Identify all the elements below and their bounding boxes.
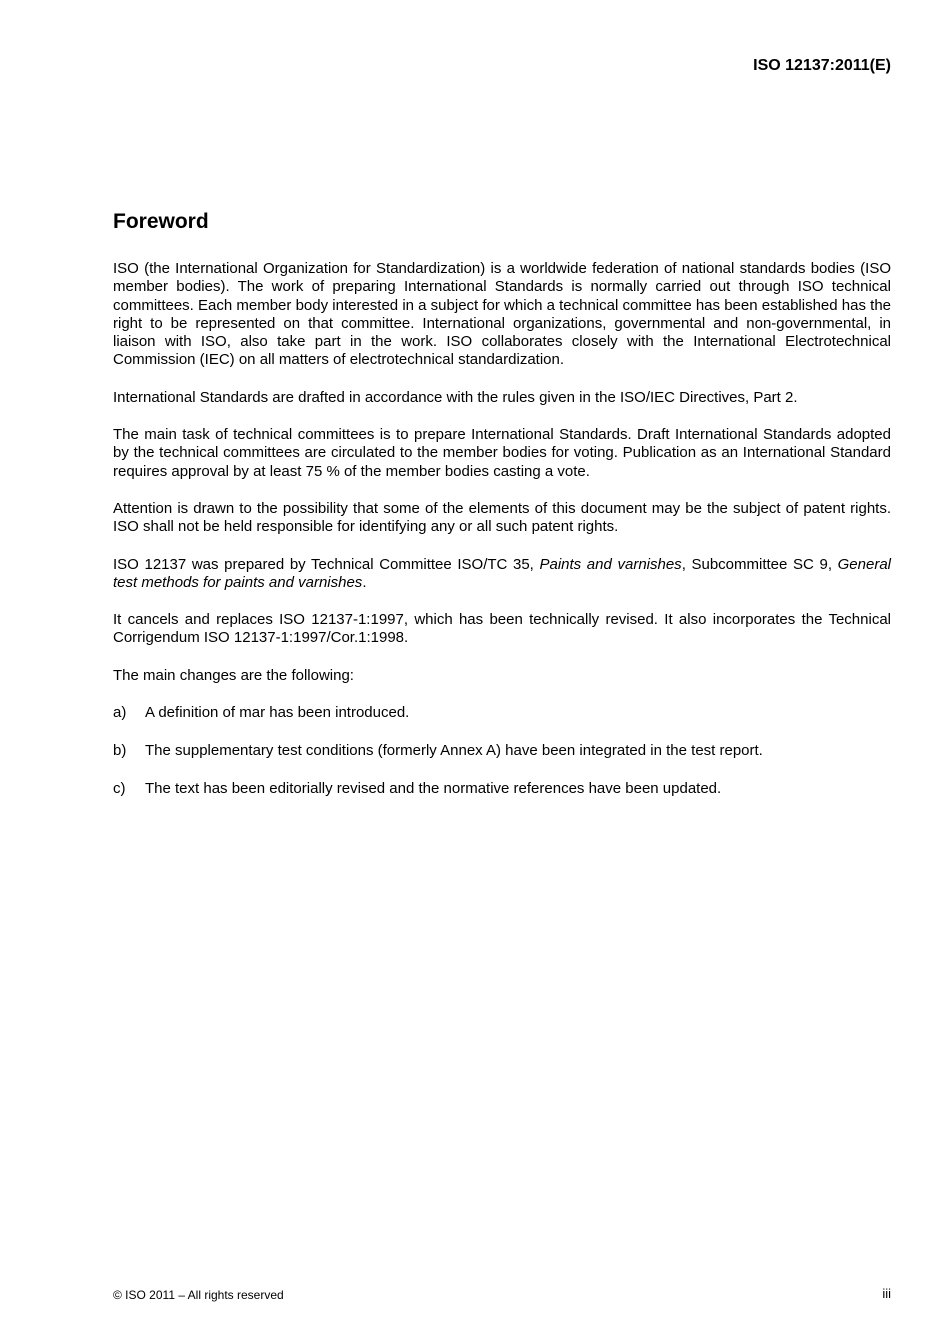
list-item-text: The text has been editorially revised and the normative references have been updated. (145, 779, 722, 797)
list-item (113, 780, 891, 798)
prepared-by-text-1: ISO 12137 was prepared by Technical Committee ISO/TC 35, (113, 555, 540, 573)
paragraph-main-changes-intro: The main changes are the following: (113, 666, 354, 684)
prepared-by-text-3: . (362, 573, 367, 591)
list-item-text: A definition of mar has been introduced. (145, 704, 410, 722)
document-identifier: ISO 12137:2011(E) (753, 57, 891, 74)
copyright-notice: © ISO 2011 – All rights reserved (113, 1288, 284, 1302)
subcommittee-name: General test methods for paints and varnishes (113, 555, 892, 591)
paragraph-main-task: The main task of technical committees is to prepare International Standards. Draft International Standards adopted by the technical committees are circulated to the member bodies for voting. Publication as an International Standard requires approval by at least 75 % of the member bodies casting a vote. (113, 426, 891, 480)
list-item (113, 742, 891, 760)
prepared-by-text-2: , Subcommittee SC 9, (681, 555, 838, 573)
paragraph-prepared-by (113, 556, 891, 593)
foreword-body (113, 260, 891, 817)
list-marker: c) (113, 779, 126, 797)
page-title: Foreword (113, 210, 209, 233)
page-number: iii (882, 1286, 891, 1301)
paragraph-cancels-replaces: It cancels and replaces ISO 12137-1:1997, which has been technically revised. It also incorporates the Technical Corrigendum ISO 12137-1:1997/Cor.1:1998. (113, 611, 891, 647)
paragraph-directives: International Standards are drafted in accordance with the rules given in the ISO/IEC Directives, Part 2. (113, 388, 798, 406)
list-item-text: The supplementary test conditions (formerly Annex A) have been integrated in the test report. (145, 741, 763, 759)
committee-name: Paints and varnishes (539, 555, 682, 573)
list-marker: b) (113, 741, 127, 759)
list-item (113, 704, 891, 722)
paragraph-patent-rights: Attention is drawn to the possibility that some of the elements of this document may be the subject of patent rights. ISO shall not be held responsible for identifying any or all such patent rights. (113, 499, 891, 536)
paragraph-iso-federation: ISO (the International Organization for Standardization) is a worldwide federation of national standards bodies (ISO member bodies). The work of preparing International Standards is normally carried out through ISO technical committees. Each member body interested in a subject for which a technical committee has been established has the right to be represented on that committee. International organizations, governmental and non-governmental, in liaison with ISO, also take part in the work. ISO collaborates closely with the International Electrotechnical Commission (IEC) on all matters of electrotechnical standardization. (113, 260, 891, 369)
list-marker: a) (113, 704, 127, 722)
